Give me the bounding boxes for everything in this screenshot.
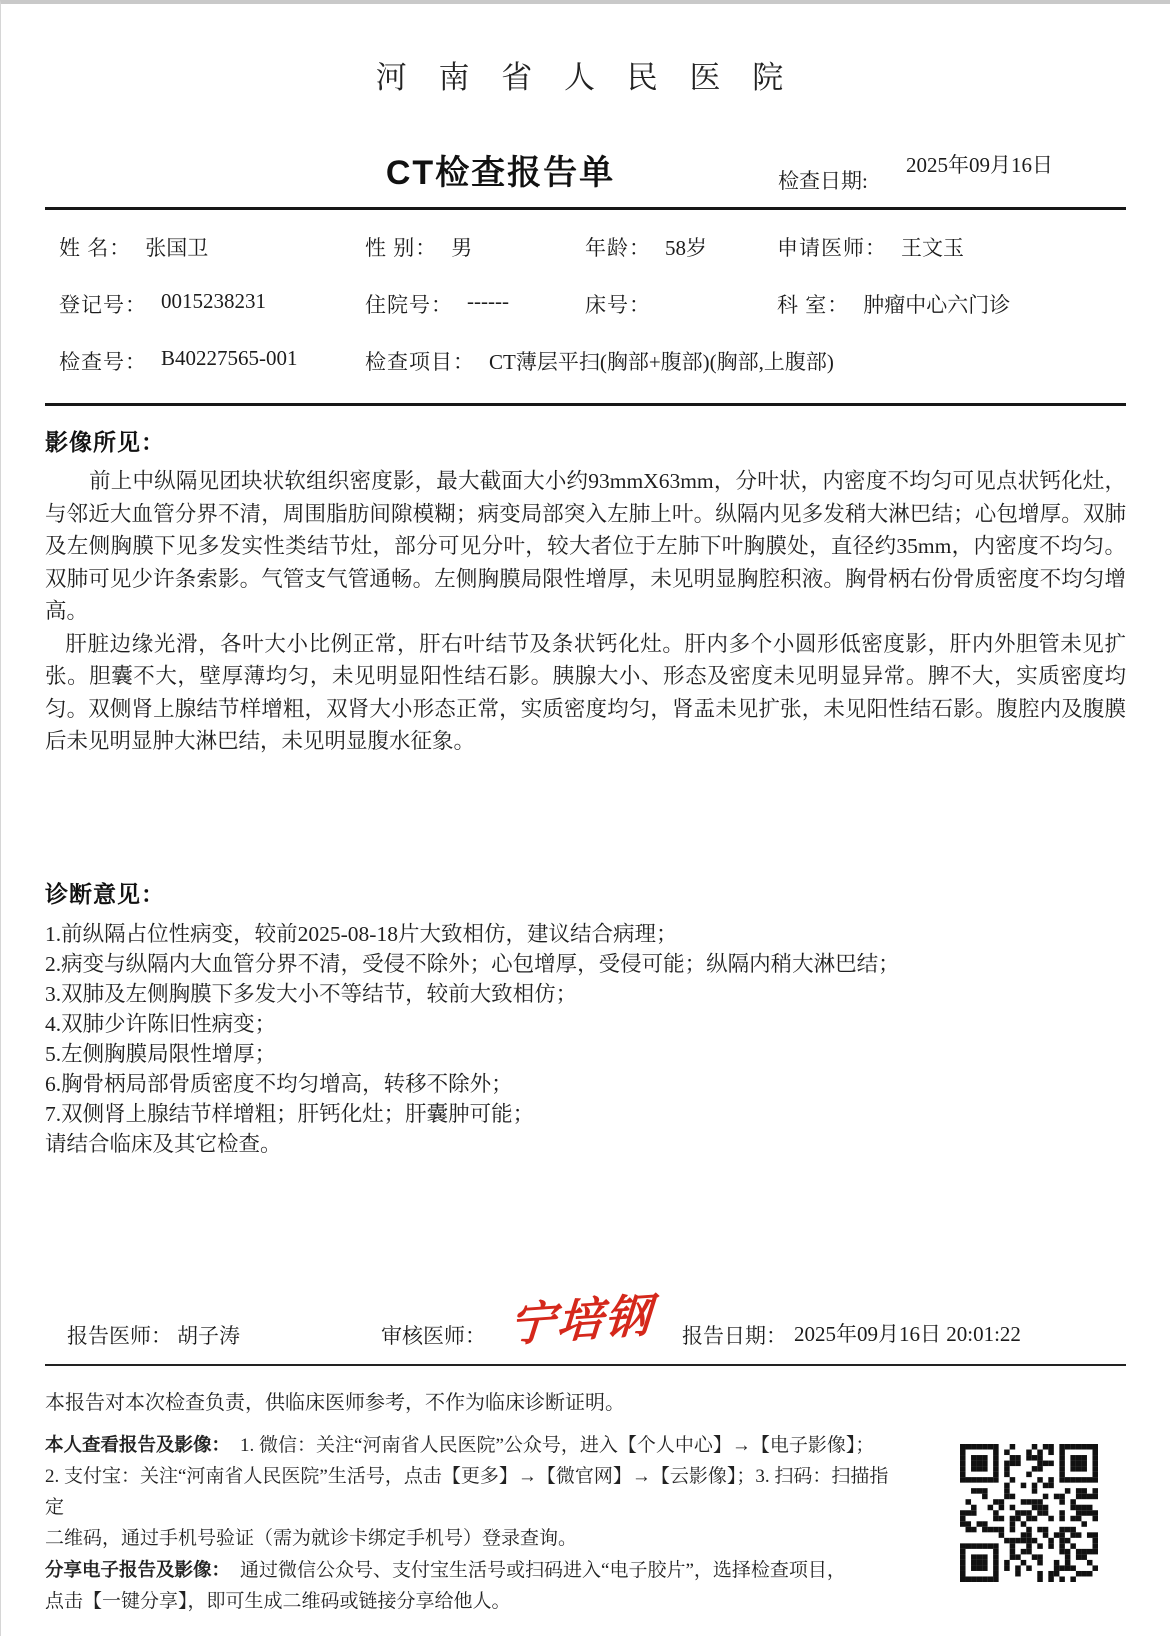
request-doctor-label: 申请医师：	[777, 235, 887, 260]
bed-no-label: 床号：	[585, 292, 651, 317]
diagnosis-item: 2.病变与纵隔内大血管分界不清，受侵不除外；心包增厚，受侵可能；纵隔内稍大淋巴结；	[45, 951, 900, 976]
exam-item-field	[365, 346, 834, 376]
diagnosis-item: 1.前纵隔占位性病变，较前2025-08-18片大致相仿，建议结合病理；	[45, 921, 678, 946]
exam-item-value: CT薄层平扫(胸部+腹部)(胸部,上腹部)	[489, 349, 834, 374]
qr-code	[960, 1444, 1098, 1582]
info-row-2	[45, 275, 1126, 332]
patient-name-value: 张国卫	[145, 235, 209, 260]
diagnosis-closing-note: 请结合临床及其它检查。	[45, 1131, 282, 1156]
findings-paragraph-2: 肝脏边缘光滑，各叶大小比例正常，肝右叶结节及条状钙化灶。肝内多个小圆形低密度影，肝内外胆管未见扩张。胆囊不大，壁厚薄均匀，未见明显阳性结石影。胰腺大小、形态及密度未见明显异常。脾不大，实质密度均匀。双侧肾上腺结节样增粗，双肾大小形态正常，实质密度均匀，肾盂未见扩张，未见阳性结石影。腹腔内及腹膜后未见明显肿大淋巴结，未见明显腹水征象。	[45, 631, 1126, 753]
review-doctor-label: 审核医师：	[381, 1324, 486, 1348]
exam-no-label: 检查号：	[59, 349, 147, 374]
exam-no-field	[45, 346, 365, 376]
register-no-field	[45, 289, 365, 319]
exam-no-value: B40227565-001	[161, 345, 298, 370]
hospital-name: 河 南 省 人 民 医 院	[375, 60, 796, 95]
title-row	[1, 137, 1170, 201]
footer-view-line-3: 二维码，通过手机号验证（需为就诊卡绑定手机号）登录查询。	[45, 1528, 578, 1549]
report-date-label: 报告日期：	[682, 1324, 787, 1348]
inpatient-no-field	[365, 289, 585, 319]
footer-divider	[45, 1364, 1126, 1366]
exam-date-value: 2025年09月16日	[906, 153, 1053, 177]
diagnosis-item: 6.胸骨柄局部骨质密度不均匀增高，转移不除外；	[45, 1071, 513, 1096]
gender-value: 男	[451, 235, 473, 260]
exam-item-label: 检查项目：	[365, 349, 475, 374]
inpatient-no-label: 住院号：	[365, 292, 453, 317]
diagnosis-item: 3.双肺及左侧胸膜下多发大小不等结节，较前大致相仿；	[45, 981, 578, 1006]
report-title: CT检查报告单	[385, 154, 616, 192]
footer-share-line-1	[45, 1554, 905, 1586]
department-field	[777, 289, 1126, 319]
diagnosis-item: 4.双肺少许陈旧性病变；	[45, 1011, 277, 1036]
view-report-instruction-1: 1. 微信：关注“河南省人民医院”公众号，进入【个人中心】→【电子影像】；	[240, 1435, 875, 1456]
footer-share-line-2: 点击【一键分享】，即可生成二维码或链接分享给他人。	[45, 1591, 511, 1612]
info-divider	[45, 403, 1126, 406]
findings-paragraph-1: 前上中纵隔见团块状软组织密度影，最大截面大小约93mmX63mm，分叶状，内密度不均匀可见点状钙化灶，与邻近大血管分界不清，周围脂肪间隙模糊；病变局部突入左肺上叶。纵隔内见多发稍大淋巴结；心包增厚。双肺及左侧胸膜下见多发实性类结节灶，部分可见分叶，较大者位于左肺下叶胸膜处，直径约35mm，内密度不均匀。双肺可见少许条索影。气管支气管通畅。左侧胸膜局限性增厚，未见明显胸腔积液。胸骨柄右份骨质密度不均匀增高。	[45, 469, 1126, 623]
patient-name-label: 姓 名：	[59, 235, 132, 260]
patient-name-field	[45, 232, 365, 262]
diagnosis-section	[1, 876, 1170, 1159]
inpatient-no-value: ------	[467, 288, 509, 313]
patient-info	[1, 210, 1170, 397]
footer-disclaimer: 本报告对本次检查负责，供临床医师参考，不作为临床诊断证明。	[45, 1392, 625, 1414]
request-doctor-value: 王文玉	[901, 235, 964, 260]
findings-section	[1, 424, 1170, 758]
share-report-instruction-1: 通过微信公众号、支付宝生活号或扫码进入“电子胶片”，选择检查项目，	[240, 1560, 846, 1581]
diagnosis-item: 7.双侧肾上腺结节样增粗；肝钙化灶；肝囊肿可能；	[45, 1101, 535, 1126]
department-label: 科 室：	[777, 292, 850, 317]
bed-no-field	[585, 289, 777, 319]
report-doctor-label: 报告医师：	[67, 1324, 172, 1348]
signature-row	[1, 1287, 1170, 1358]
gender-field	[365, 232, 585, 262]
register-no-value: 0015238231	[161, 288, 266, 313]
age-value: 58岁	[665, 235, 707, 260]
register-no-label: 登记号：	[59, 292, 147, 317]
view-report-label: 本人查看报告及影像：	[45, 1434, 231, 1455]
request-doctor-field	[777, 232, 1126, 262]
footer-view-line-2: 2. 支付宝：关注“河南省人民医院”生活号，点击【更多】→【微官网】→【云影像】；3. 扫码：扫描指定	[45, 1466, 889, 1518]
report-doctor-value: 胡子涛	[177, 1324, 240, 1348]
findings-heading: 影像所见：	[45, 429, 165, 455]
info-row-1	[45, 218, 1126, 275]
footer-view-line-1	[45, 1429, 905, 1461]
gender-label: 性 别：	[365, 235, 438, 260]
review-doctor-signature: 宁培钢	[507, 1287, 655, 1353]
share-report-label: 分享电子报告及影像：	[45, 1559, 231, 1580]
diagnosis-item: 5.左侧胸膜局限性增厚；	[45, 1041, 277, 1066]
age-field	[585, 232, 777, 262]
diagnosis-heading: 诊断意见：	[45, 880, 165, 907]
age-label: 年龄：	[585, 235, 651, 260]
info-row-3	[45, 332, 1126, 389]
department-value: 肿瘤中心六门诊	[863, 292, 1011, 317]
exam-date-label: 检查日期:	[778, 169, 868, 193]
report-date-value: 2025年09月16日 20:01:22	[794, 1322, 1021, 1346]
